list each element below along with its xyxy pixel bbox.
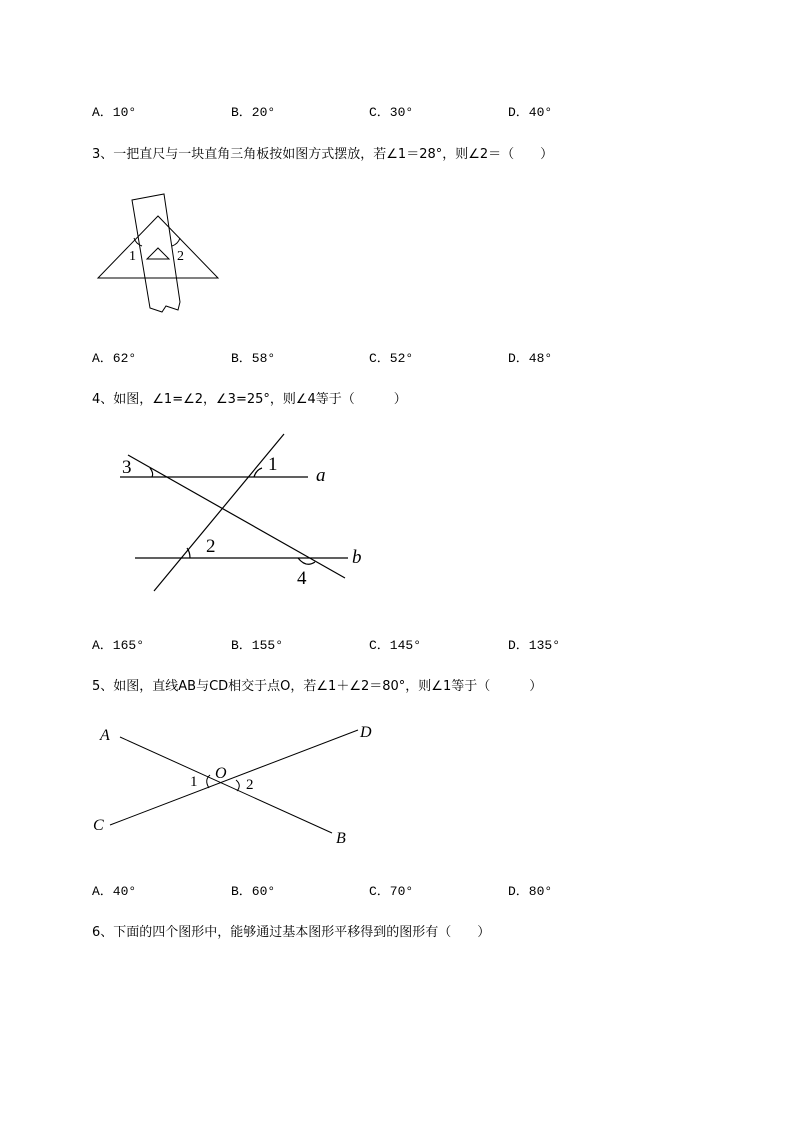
q5-option-b: B．60° bbox=[231, 884, 276, 899]
q4-options bbox=[92, 634, 692, 654]
q5-figure bbox=[88, 718, 388, 858]
q5-option-a: A．40° bbox=[92, 884, 137, 899]
q5-label-2: 2 bbox=[246, 777, 254, 793]
q2-option-d: D．40° bbox=[508, 105, 553, 120]
q4-figure bbox=[110, 428, 370, 598]
q2-options bbox=[92, 101, 692, 121]
q3-triangle bbox=[98, 216, 218, 278]
q2-option-b: B．20° bbox=[231, 105, 276, 120]
q5-label-B: B bbox=[336, 830, 346, 847]
q3-inner-triangle bbox=[147, 248, 169, 259]
q5-label-D: D bbox=[360, 724, 372, 741]
q3-question: 3、一把直尺与一块直角三角板按如图方式摆放，若∠1＝28°，则∠2＝（ ） bbox=[92, 147, 554, 162]
q5-options bbox=[92, 880, 692, 900]
q3-label-1: 1 bbox=[129, 249, 136, 264]
q3-ruler bbox=[132, 194, 180, 312]
q3-label-2: 2 bbox=[177, 249, 184, 264]
q3-options bbox=[92, 347, 692, 367]
q5-label-A: A bbox=[100, 727, 110, 744]
q5-label-1: 1 bbox=[190, 774, 198, 790]
q4-label-a: a bbox=[316, 465, 326, 486]
q5-line-ab bbox=[120, 737, 332, 833]
q4-option-a: A．165° bbox=[92, 638, 145, 653]
q6-question: 6、下面的四个图形中，能够通过基本图形平移得到的图形有（ ） bbox=[92, 925, 491, 940]
q3-option-a: A．62° bbox=[92, 351, 137, 366]
q3-option-c: C．52° bbox=[369, 351, 414, 366]
q4-option-b: B．155° bbox=[231, 638, 284, 653]
q4-angle2-arc bbox=[187, 548, 190, 558]
q4-transversal-1 bbox=[154, 434, 284, 591]
q5-line-cd bbox=[110, 730, 358, 825]
q5-option-d: D．80° bbox=[508, 884, 553, 899]
q4-question: 4、如图，∠1=∠2，∠3=25°，则∠4等于（ ） bbox=[92, 392, 407, 407]
q3-option-b: B．58° bbox=[231, 351, 276, 366]
q3-figure bbox=[92, 188, 232, 318]
q4-option-d: D．135° bbox=[508, 638, 561, 653]
q4-label-4: 4 bbox=[297, 568, 307, 589]
q4-label-1: 1 bbox=[268, 454, 278, 475]
q2-option-c: C．30° bbox=[369, 105, 414, 120]
q3-option-d: D．48° bbox=[508, 351, 553, 366]
q4-transversal-2 bbox=[128, 455, 345, 578]
q5-label-O: O bbox=[215, 765, 227, 782]
q4-label-3: 3 bbox=[122, 457, 132, 478]
q5-option-c: C．70° bbox=[369, 884, 414, 899]
q2-option-a: A．10° bbox=[92, 105, 137, 120]
q4-option-c: C．145° bbox=[369, 638, 422, 653]
q3-angle2-arc bbox=[172, 238, 180, 246]
q4-label-b: b bbox=[352, 547, 362, 568]
q5-label-C: C bbox=[93, 817, 104, 834]
q4-label-2: 2 bbox=[206, 536, 216, 557]
q5-question: 5、如图，直线AB与CD相交于点O，若∠1＋∠2＝80°，则∠1等于（ ） bbox=[92, 679, 543, 694]
